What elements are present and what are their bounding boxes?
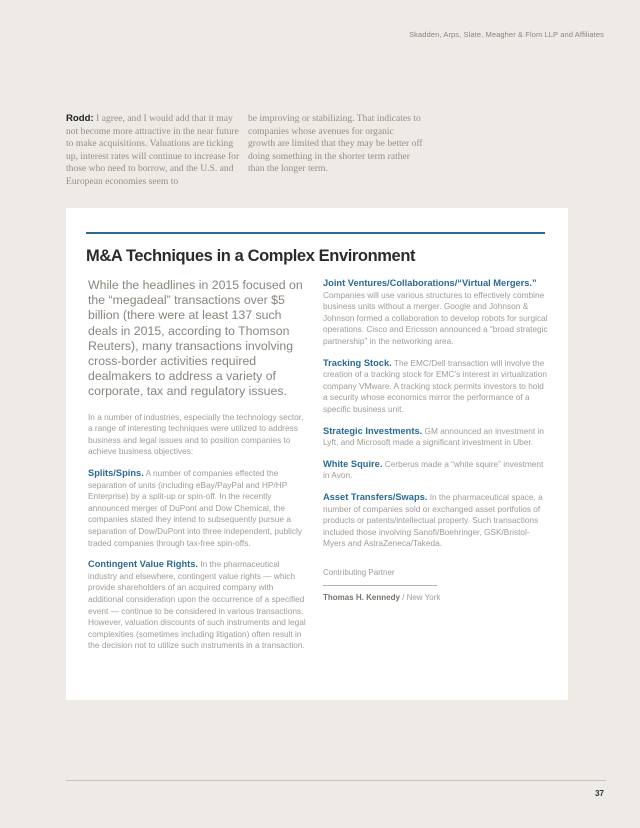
- technique-text: In the pharmaceutical space, a number of companies sold or exchanged asset portfolios of products or patents/intellectual property. Such transactions included those involving Sanofi/Boehringer, GSK/Bristol-Myers and AstraZeneca/Takeda.: [323, 491, 543, 549]
- running-header: Skadden, Arps, Slate, Meagher & Flom LLP and Affiliates: [409, 30, 604, 39]
- article-title: M&A Techniques in a Complex Environment: [86, 247, 416, 265]
- author-credit: [323, 593, 548, 602]
- technique-item: [323, 278, 548, 348]
- article-column-left: [88, 278, 306, 662]
- technique-item: [323, 492, 548, 550]
- lead-paragraph: While the headlines in 2015 focused on the “megadeal” transactions over $5 billion (there were at least 137 such deals in 2015, according to Thomson Reuters), many transactions involving cross-border activities required dealmakers to address a variety of corporate, tax and regulatory issues.: [88, 278, 303, 399]
- interview-text: I agree, and I would add that it may not become more attractive in the near future to make acquisitions. Valuations are ticking up, interest rates will continue to increase for those who need to borrow, and the U.S. and European economies seem to: [66, 113, 240, 187]
- technique-heading: Strategic Investments.: [323, 425, 423, 436]
- article-column-right: [323, 278, 548, 602]
- title-rule: [86, 232, 545, 234]
- technique-heading: Contingent Value Rights.: [88, 559, 199, 570]
- technique-text: GM announced an investment in Lyft, and Microsoft made a significant investment in Uber.: [323, 425, 544, 448]
- author-name: Thomas H. Kennedy: [323, 592, 400, 602]
- intro-paragraph: In a number of industries, especially the technology sector, a range of interesting techniques were utilized to address business and legal issues and to position companies to achieve business objectives:: [88, 411, 304, 457]
- author-location: / New York: [399, 592, 441, 602]
- page-number: 37: [595, 789, 604, 798]
- technique-text: A number of companies effected the separation of units (including eBay/PayPal and HP/HP Enterprise) by a split-up or spin-off. In the recently announced merger of DuPont and Dow Chemical, the companies stated they intend to subsequently pursue a separation of Dow/DuPont into three independent, publicly traded companies through tax-free spin-offs.: [88, 468, 303, 548]
- technique-text: Cerberus made a “white squire” investment in Avon.: [323, 458, 544, 481]
- technique-text: The EMC/Dell transaction will involve the creation of a tracking stock for EMC’s interest in virtualization company VMware. A tracking stock permits investors to hold a security whose economics mirror the performance of a specific business unit.: [323, 357, 547, 414]
- sidebar-article: [66, 208, 568, 700]
- speaker-name: Rodd:: [66, 113, 94, 124]
- technique-item: [88, 559, 306, 652]
- technique-heading: Tracking Stock.: [323, 357, 392, 368]
- author-divider: [323, 585, 437, 586]
- interview-column-2: be improving or stabilizing. That indicates to companies whose avenues for organic growth are limited that they may be better off doing something in the shorter term rather than the longer term.: [248, 113, 423, 175]
- footer-rule: [66, 780, 606, 781]
- technique-heading: Splits/Spins.: [88, 468, 144, 478]
- interview-column-1: [66, 113, 246, 189]
- contributing-label: Contributing Partner: [323, 567, 395, 577]
- technique-item: [323, 426, 548, 449]
- technique-heading: White Squire.: [323, 458, 383, 469]
- technique-item: [88, 468, 306, 549]
- technique-text: In the pharmaceutical industry and elsewhere, contingent value rights — which provide shareholders of an acquired company with additional consideration upon the occurrence of a specified event — continue to be considered in various transactions. However, valuation discounts of such instruments and legal complexities (sometimes including litigation) often result in the decision not to utilize such instruments in a transaction.: [88, 559, 306, 651]
- technique-heading: Joint Ventures/Collaborations/“Virtual Mergers.”: [323, 278, 537, 288]
- technique-heading: Asset Transfers/Swaps.: [323, 491, 428, 502]
- technique-item: [323, 459, 548, 482]
- technique-text: Companies will use various structures to effectively combine business units without a merger. Google and Johnson & Johnson formed a collaboration to develop robots for surgical operations. Cisco and Ericsson announced a “broad strategic partnership” in the networking area.: [323, 289, 548, 346]
- technique-item: [323, 358, 548, 416]
